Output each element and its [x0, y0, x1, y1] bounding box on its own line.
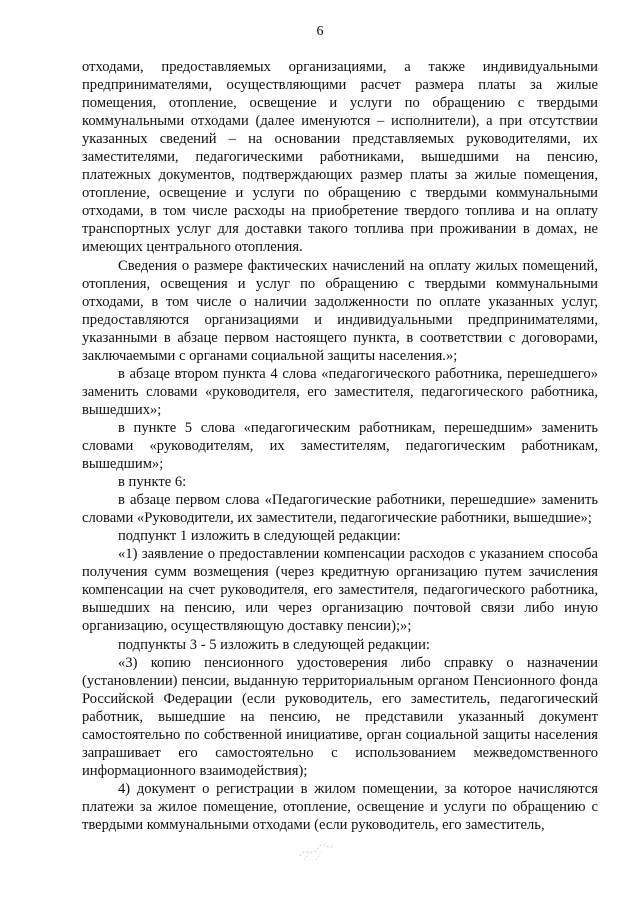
paragraph: 4) документ о регистрации в жилом помещении, за которое начисляются платежи за жилое помещение, отопление, освещение и услуги по обращению с твердыми коммунальными отходами (если руководитель, его заместитель, [82, 780, 598, 833]
paragraph: в пункте 5 слова «педагогическим работникам, перешедшим» заменить словами «руководителям, их заместителям, педагогическим работникам, вышедшим»; [82, 419, 598, 473]
paragraph: «1) заявление о предоставлении компенсации расходов с указанием способа получения сумм возмещения (через кредитную организацию путем зачисления компенсации на счет руководителя, его заместителя, педагогического работника, вышедших на пенсию, или через организацию почтовой связи либо иную организацию, осуществляющую доставку пенсии);»; [82, 546, 598, 635]
page-number: 6 [316, 24, 324, 39]
paragraph: в абзаце первом слова «Педагогические работники, перешедшие» заменить словами «Руководители, их заместители, педагогические работники, вышедшие»; [82, 492, 598, 527]
paragraph: отходами, предоставляемых организациями, а также индивидуальными предпринимателями, осуществляющими расчет размера платы за жилые помещения, отопление, освещение и услуги по обращению с твердыми коммунальными отходами (далее именуются – исполнители), а при отсутствии указанных сведений – на основании представляемых руководителями, их заместителями, педагогическими работниками, вышедшими на пенсию, платежных документов, подтверждающих размер платы за жилые помещения, отопление, освещение и услуги по обращению с твердыми коммунальными отходами, в том числе расходы на приобретение твердого топлива и на оплату транспортных услуг для доставки такого топлива при проживании в домах, не имеющих центрального отопления. [82, 59, 598, 256]
document-body [82, 58, 598, 834]
paragraph: подпункты 3 - 5 изложить в следующей редакции: [118, 636, 430, 653]
paragraph: подпункт 1 изложить в следующей редакции: [118, 528, 401, 545]
paragraph: в пункте 6: [118, 474, 187, 491]
stamp-mark-icon [296, 838, 336, 862]
paragraph: Сведения о размере фактических начислений на оплату жилых помещений, отопления, освещения и услуг по обращению с твердыми коммунальными отходами, в том числе о наличии задолженности по оплате указанных услуг, предоставляются организациями и индивидуальными предпринимателями, указанными в абзаце первом настоящего пункта, в соответствии с договорами, заключаемыми с органами социальной защиты населения.»; [82, 257, 598, 364]
paragraph: в абзаце втором пункта 4 слова «педагогического работника, перешедшего» заменить словами «руководителя, его заместителя, педагогического работника, вышедших»; [82, 365, 598, 418]
paragraph: «3) копию пенсионного удостоверения либо справку о назначении (установлении) пенсии, выданную территориальным органом Пенсионного фонда Российской Федерации (если руководитель, его заместитель, педагогический работник, вышедшие на пенсию, не представили указанный документ самостоятельно по собственной инициативе, орган социальной защиты населения запрашивает его самостоятельно с использованием межведомственного информационного взаимодействия); [82, 654, 598, 779]
